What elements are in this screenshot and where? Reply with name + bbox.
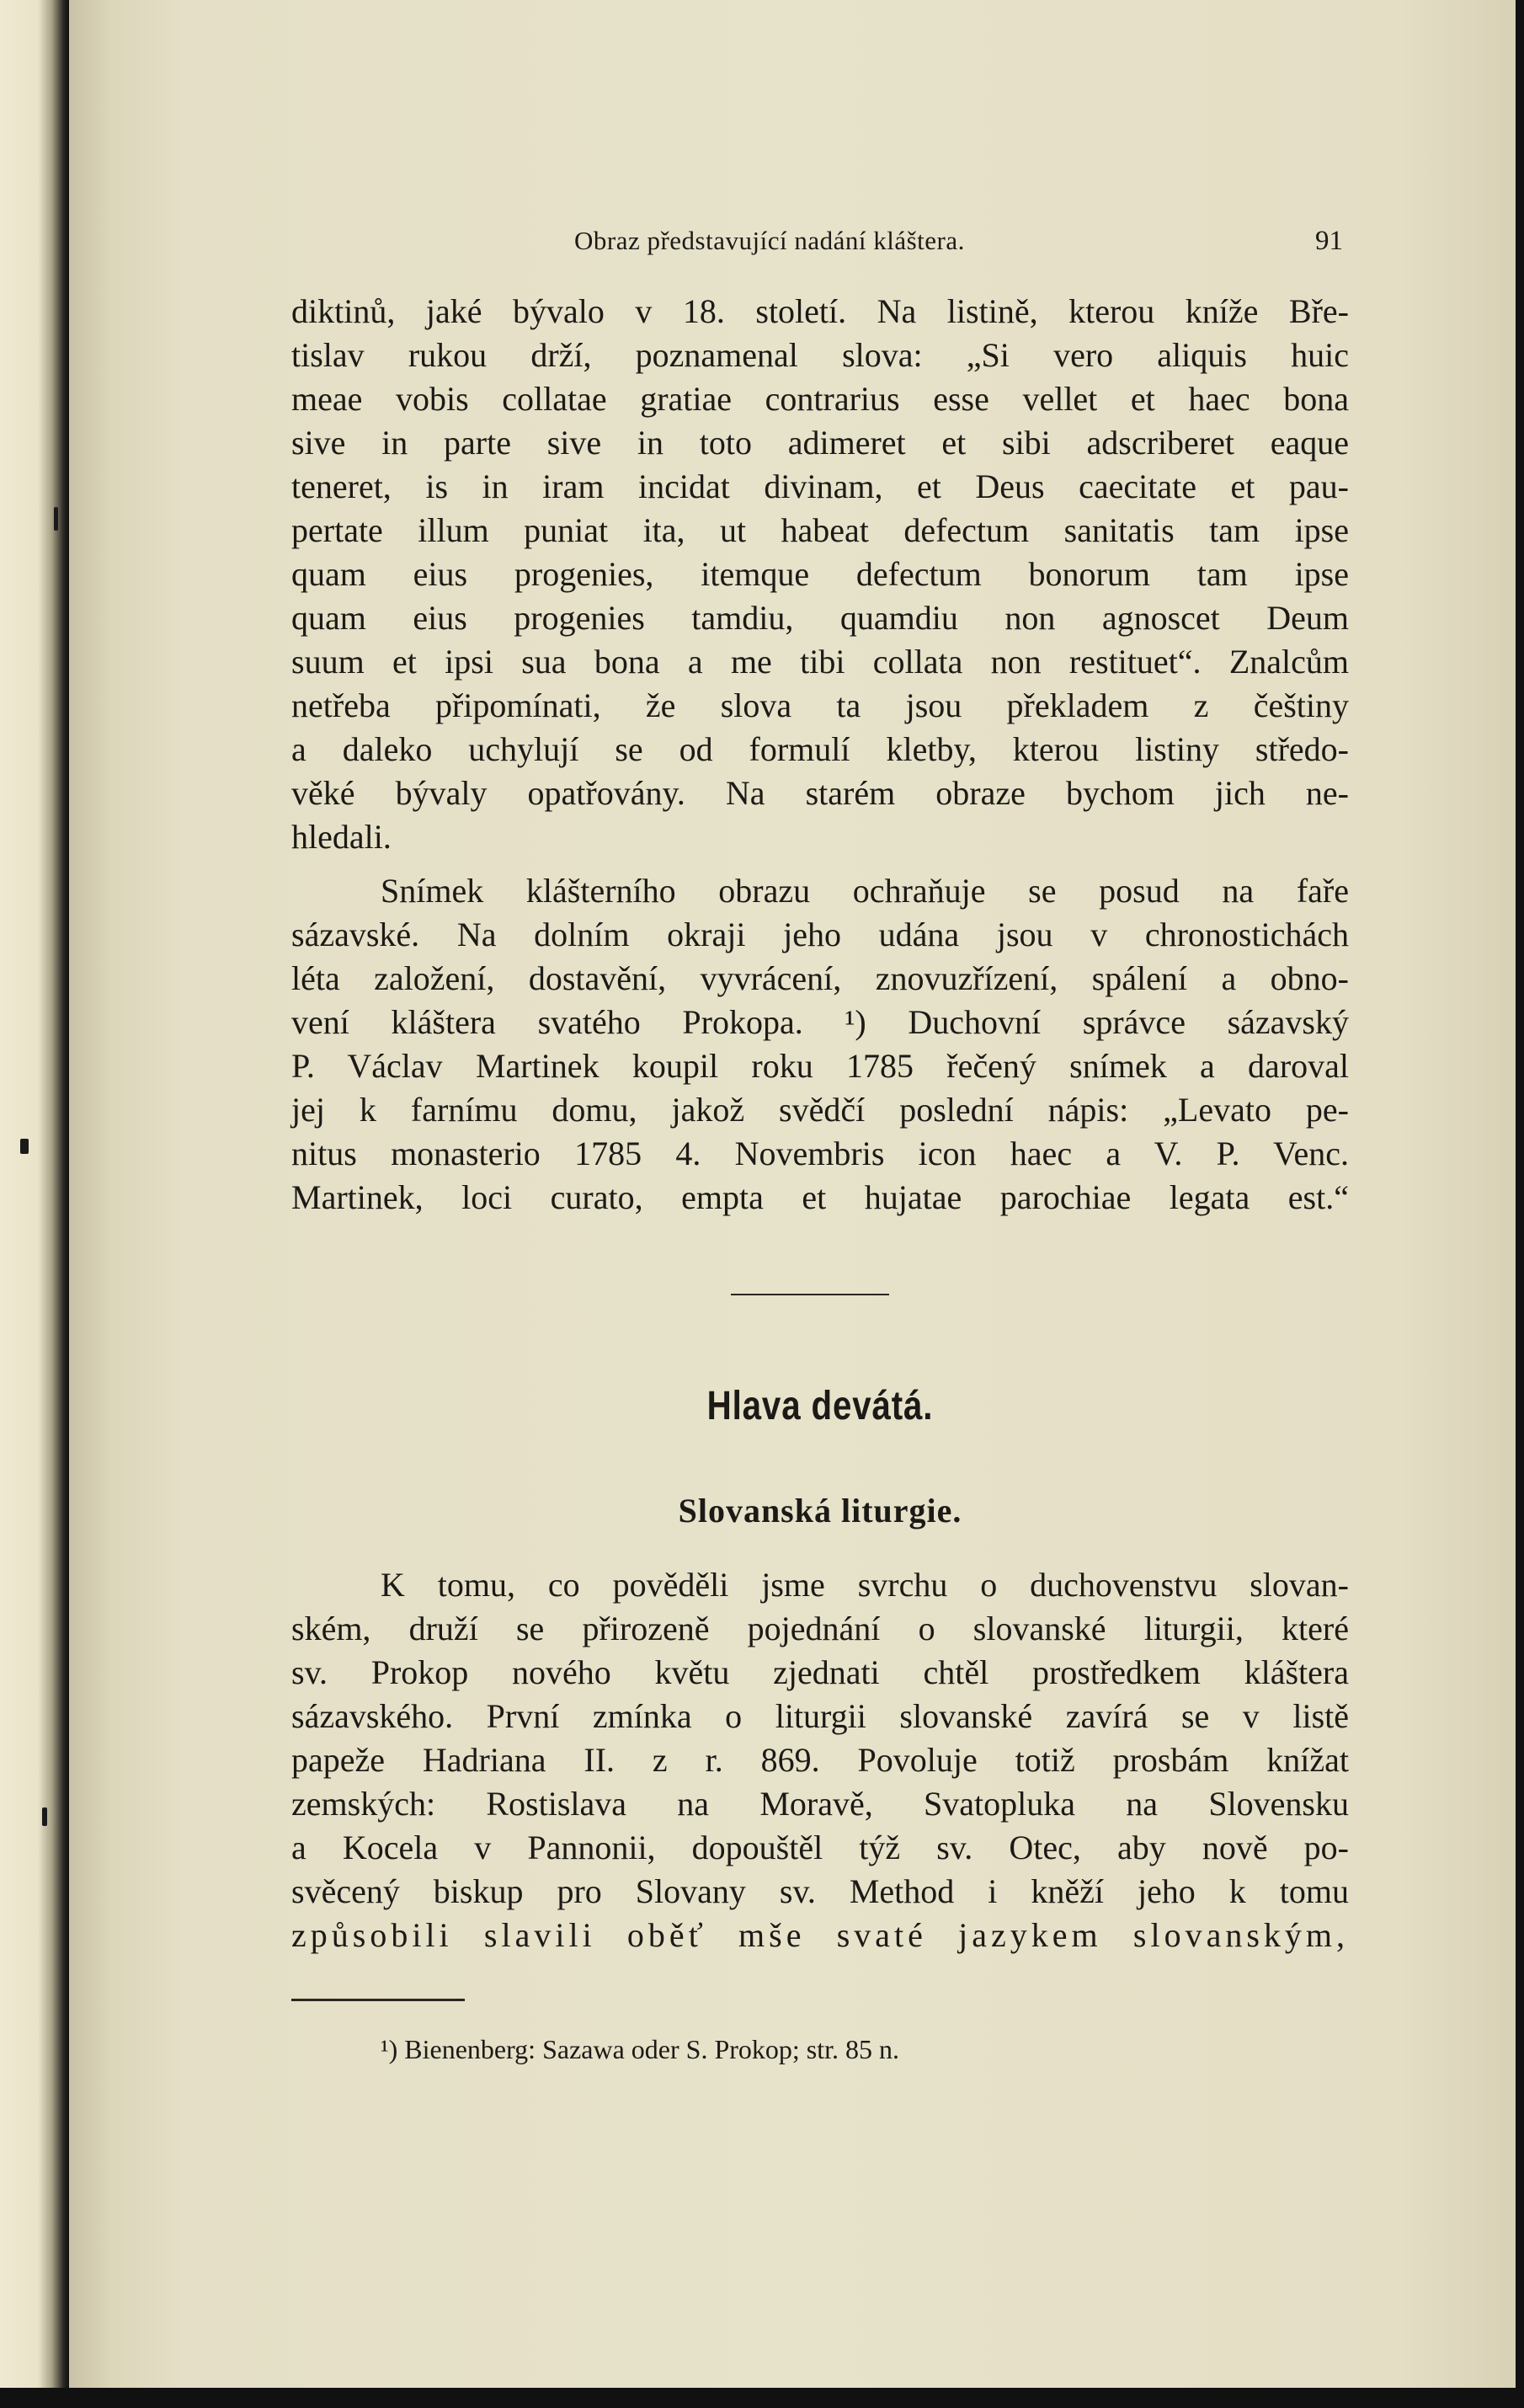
text-line: sázavské. Na dolním okraji jeho udána jsou v chronostichách [291,916,1349,953]
text-line: a daleko uchylují se od formulí kletby, kterou listiny středo- [291,730,1349,768]
text-line: zemských: Rostislava na Moravě, Svatopluka na Slovensku [291,1785,1349,1823]
scan-border-bottom [0,2388,1524,2408]
text-line: způsobili slavili oběť mše svaté jazykem slovanským, [291,1916,1349,1954]
paragraph-1 [291,290,1349,859]
margin-speck [20,1139,29,1154]
chapter-title: Hlava devátá. [706,1384,934,1428]
text-line: diktinů, jaké bývalo v 18. století. Na listině, kterou kníže Bře- [291,292,1349,330]
text-line: quam eius progenies, itemque defectum bonorum tam ipse [291,555,1349,593]
text-line: netřeba připomínati, že slova ta jsou překladem z češtiny [291,686,1349,724]
text-line: sv. Prokop nového květu zjednati chtěl prostředkem kláštera [291,1653,1349,1691]
text-line: Snímek klášterního obrazu ochraňuje se posud na faře [381,872,1349,910]
text-line: quam eius progenies tamdiu, quamdiu non agnoscet Deum [291,599,1349,637]
text-line: suum et ipsi sua bona a me tibi collata non restituet“. Znalcům [291,643,1349,681]
margin-speck [54,507,58,531]
text-line: K tomu, co pověděli jsme svrchu o duchovenstvu slovan- [381,1566,1349,1604]
margin-speck [42,1807,47,1826]
chapter-subtitle: Slovanská liturgie. [678,1492,962,1530]
footnote-rule [291,1999,465,2001]
text-line: Martinek, loci curato, empta et hujatae parochiae legata est.“ [291,1178,1349,1216]
paragraph-2 [291,869,1349,1220]
text-line: a Kocela v Pannonii, dopouštěl týž sv. Otec, aby nově po- [291,1829,1349,1866]
text-line: nitus monasterio 1785 4. Novembris icon haec a V. P. Venc. [291,1135,1349,1172]
text-line: jej k farnímu domu, jakož svědčí poslední nápis: „Levato pe- [291,1091,1349,1129]
footnote: ¹) Bienenberg: Sazawa oder S. Prokop; str. 85 n. [381,2034,900,2064]
running-head: Obraz představující nadání kláštera. [574,226,965,255]
book-page [69,0,1516,2408]
text-line: tislav rukou drží, poznamenal slova: „Si vero aliquis huic [291,336,1349,374]
text-line: sázavského. První zmínka o liturgii slovanské zavírá se v listě [291,1697,1349,1735]
text-line: pertate illum puniat ita, ut habeat defectum sanitatis tam ipse [291,511,1349,549]
text-line: teneret, is in iram incidat divinam, et Deus caecitate et pau- [291,467,1349,505]
paragraph-3 [291,1563,1349,1957]
scan-border-right [1516,0,1524,2408]
text-line: hledali. [291,818,392,856]
text-line: sive in parte sive in toto adimeret et sibi adscriberet eaque [291,424,1349,462]
text-line: ském, druží se přirozeně pojednání o slovanské liturgii, které [291,1610,1349,1647]
text-line: papeže Hadriana II. z r. 869. Povoluje totiž prosbám knížat [291,1741,1349,1779]
text-line: svěcený biskup pro Slovany sv. Method i kněží jeho k tomu [291,1872,1349,1910]
text-line: P. Václav Martinek koupil roku 1785 řečený snímek a daroval [291,1047,1349,1085]
text-line: meae vobis collatae gratiae contrarius esse vellet et haec bona [291,380,1349,418]
text-line: léta založení, dostavění, vyvrácení, znovuzřízení, spálení a obno- [291,959,1349,997]
text-line: vení kláštera svatého Prokopa. ¹) Duchovní správce sázavský [291,1003,1349,1041]
text-line: věké bývaly opatřovány. Na starém obraze bychom jich ne- [291,774,1349,812]
section-separator [731,1294,889,1295]
page-number: 91 [1315,226,1343,256]
book-spine-gutter [0,0,69,2408]
